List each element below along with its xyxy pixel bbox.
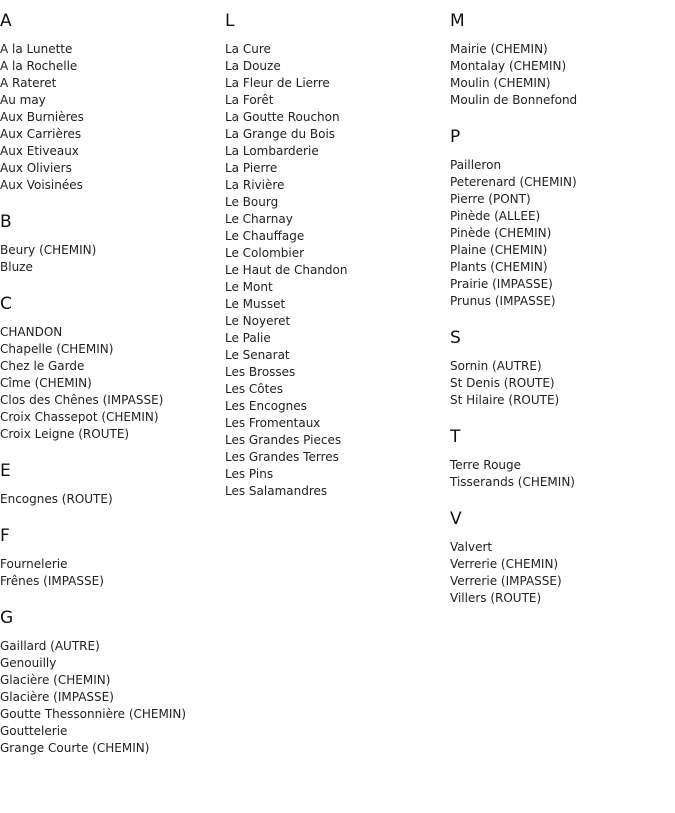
letter-section [0,460,225,508]
street-name: Goutte Thessonnière (CHEMIN) [0,707,187,721]
street-name: Croix Chassepot (CHEMIN) [0,410,159,424]
letter-heading: A [0,11,12,31]
letter-heading: F [0,526,10,546]
street-name: Verrerie (IMPASSE) [450,574,562,588]
street-name: Les Côtes [225,382,283,396]
street-name: Gouttelerie [0,724,68,738]
letter-heading: L [225,11,235,31]
letter-heading: S [450,328,461,348]
index-column [450,0,675,813]
street-name: Au may [0,93,46,107]
street-name: Valvert [450,540,493,554]
street-name: Fournelerie [0,557,68,571]
letter-section [450,10,675,109]
street-name: Plants (CHEMIN) [450,260,548,274]
street-name: Le Colombier [225,246,305,260]
street-name: Pinède (ALLEE) [450,209,541,223]
street-name: Bluze [0,260,33,274]
street-name: Le Noyeret [225,314,291,328]
street-name: La Grange du Bois [225,127,336,141]
street-name: Le Mont [225,280,273,294]
street-name: Les Salamandres [225,484,328,498]
letter-section [450,426,675,491]
letter-heading: T [450,427,461,447]
street-name: St Denis (ROUTE) [450,376,555,390]
street-name: Les Encognes [225,399,307,413]
street-name: La Lombarderie [225,144,319,158]
street-name: Moulin (CHEMIN) [450,76,551,90]
letter-section [450,327,675,409]
street-name: La Douze [225,59,281,73]
street-name: Cîme (CHEMIN) [0,376,92,390]
street-name: Montalay (CHEMIN) [450,59,567,73]
street-list [450,41,675,109]
letter-section [0,293,225,443]
street-list [0,638,225,757]
street-list [0,324,225,443]
street-list [450,358,675,409]
street-name: Prunus (IMPASSE) [450,294,556,308]
street-name: Villers (ROUTE) [450,591,542,605]
street-name: Gaillard (AUTRE) [0,639,100,653]
street-name: Grange Courte (CHEMIN) [0,741,150,755]
street-name: Le Senarat [225,348,290,362]
letter-section [0,211,225,276]
street-name: Frênes (IMPASSE) [0,574,104,588]
street-name: Verrerie (CHEMIN) [450,557,559,571]
street-list [225,41,450,500]
index-column [225,0,450,813]
street-name: La Rivière [225,178,285,192]
street-name: Aux Oliviers [0,161,72,175]
street-name: Le Bourg [225,195,279,209]
street-name: Clos des Chênes (IMPASSE) [0,393,164,407]
street-name: Encognes (ROUTE) [0,492,113,506]
letter-section [450,508,675,607]
street-name: Aux Etiveaux [0,144,79,158]
street-list [0,491,225,508]
street-name: Glacière (CHEMIN) [0,673,111,687]
letter-section [0,607,225,757]
street-name: Terre Rouge [450,458,522,472]
street-name: Tisserands (CHEMIN) [450,475,575,489]
street-name: Aux Burnières [0,110,84,124]
street-name: Le Charnay [225,212,293,226]
street-name: La Cure [225,42,271,56]
street-name: Les Pins [225,467,274,481]
street-list [450,157,675,310]
street-name: Pierre (PONT) [450,192,531,206]
street-name: Le Palie [225,331,271,345]
street-name: Les Grandes Pieces [225,433,342,447]
street-name: A la Rochelle [0,59,78,73]
street-name: Chapelle (CHEMIN) [0,342,114,356]
street-list [0,556,225,590]
street-name: Peterenard (CHEMIN) [450,175,577,189]
letter-heading: C [0,294,12,314]
street-name: Les Fromentaux [225,416,321,430]
street-name: Le Haut de Chandon [225,263,348,277]
street-name: La Fleur de Lierre [225,76,330,90]
street-name: Aux Carrières [0,127,82,141]
street-name: Le Musset [225,297,286,311]
street-name: Les Brosses [225,365,296,379]
letter-heading: M [450,11,465,31]
index-column [0,0,225,813]
street-name: La Goutte Rouchon [225,110,340,124]
street-name: A la Lunette [0,42,73,56]
street-list [0,242,225,276]
street-name: La Forêt [225,93,274,107]
street-list [0,41,225,194]
street-name: Croix Leigne (ROUTE) [0,427,130,441]
street-name: Chez le Garde [0,359,85,373]
letter-heading: B [0,212,12,232]
letter-section [0,525,225,590]
street-name: Glacière (IMPASSE) [0,690,114,704]
street-name: Mairie (CHEMIN) [450,42,548,56]
street-list [450,457,675,491]
street-name: Sornin (AUTRE) [450,359,542,373]
letter-heading: E [0,461,11,481]
letter-heading: V [450,509,462,529]
street-name: Aux Voisinées [0,178,83,192]
letter-section [0,10,225,194]
letter-heading: P [450,127,461,147]
street-name: St Hilaire (ROUTE) [450,393,560,407]
letter-section [450,126,675,310]
street-name: CHANDON [0,325,63,339]
street-name: A Rateret [0,76,57,90]
street-name: Les Grandes Terres [225,450,339,464]
street-name: Le Chauffage [225,229,305,243]
street-name: Beury (CHEMIN) [0,243,97,257]
street-name: La Pierre [225,161,278,175]
street-list [450,539,675,607]
street-name: Genouilly [0,656,57,670]
street-name: Plaine (CHEMIN) [450,243,548,257]
street-name: Pinède (CHEMIN) [450,226,552,240]
street-name: Prairie (IMPASSE) [450,277,553,291]
letter-heading: G [0,608,14,628]
letter-section [225,10,450,500]
street-name: Pailleron [450,158,502,172]
street-name: Moulin de Bonnefond [450,93,578,107]
